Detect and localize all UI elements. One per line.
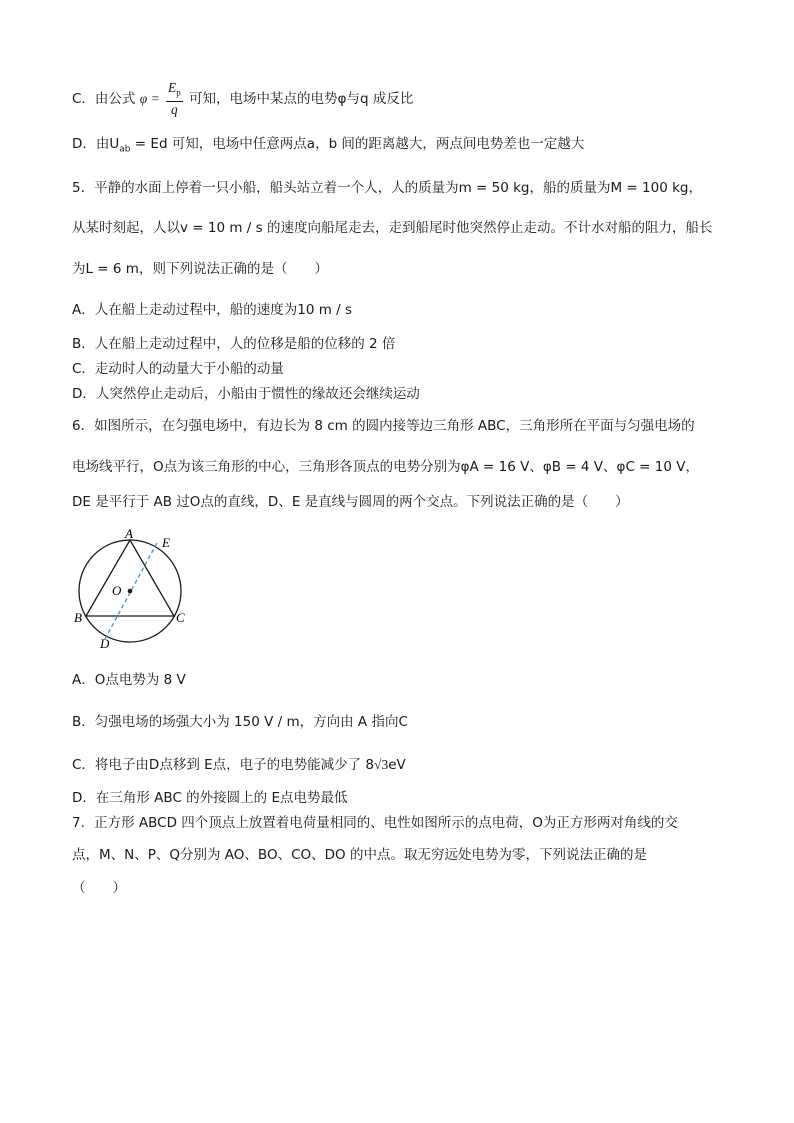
- label-e: E: [162, 535, 170, 550]
- q7-stem-line1: 7．正方形 ABCD 四个顶点上放置着电荷量相同的、电性如图所示的点电荷，O为正方形两对角线的交: [72, 815, 678, 831]
- q4-c-frac-sub: p: [176, 87, 181, 98]
- q4-c-prefix: C．由公式: [72, 90, 136, 107]
- q4-c-frac-den: q: [171, 101, 178, 117]
- q4-d-sub: ab: [119, 144, 131, 155]
- q5-option-d: D．人突然停止走动后，小船由于惯性的缘故还会继续运动: [72, 386, 420, 402]
- label-b: B: [74, 610, 82, 625]
- q6-option-b: B．匀强电场的场强大小为 150 V / m，方向由 A 指向C: [72, 714, 408, 730]
- q4-d-prefix: D．由U: [72, 136, 120, 152]
- q4-c-lhs: φ =: [139, 90, 160, 106]
- q4-option-c: [72, 80, 413, 118]
- q6-option-a: A．O点电势为 8 V: [72, 672, 186, 688]
- q4-c-suffix: 可知，电场中某点的电势φ与q 成反比: [189, 90, 414, 107]
- q6-c-prefix: C．将电子由D点移到 E点，电子的电势能减少了 8: [72, 757, 375, 773]
- q5-option-b: B．人在船上走动过程中，人的位移是船的位移的 2 倍: [72, 336, 396, 352]
- q6-c-suffix: eV: [388, 757, 406, 773]
- q6-stem-line2: 电场线平行，O点为该三角形的中心，三角形各顶点的电势分别为φA = 16 V、φB = 4 V、φC = 10 V，: [72, 459, 699, 475]
- center-point: [128, 589, 133, 594]
- q5-option-c: C．走动时人的动量大于小船的动量: [72, 361, 284, 377]
- q5-stem-line2: 从某时刻起，人以v = 10 m / s 的速度向船尾走去，走到船尾时他突然停止走动。不计水对船的阻力，船长: [72, 220, 713, 236]
- q7-stem-line3: （ ）: [72, 880, 126, 896]
- label-a: A: [125, 526, 133, 541]
- triangle-abc: [86, 540, 174, 616]
- q6-option-c: [72, 755, 406, 775]
- q6-c-sqrt: √3: [374, 757, 389, 772]
- q5-stem-line1: 5．平静的水面上停着一只小船，船头站立着一个人，人的质量为m = 50 kg，船的质量为M = 100 kg，: [72, 180, 702, 196]
- label-c: C: [176, 610, 185, 625]
- q6-stem-line1: 6．如图所示，在匀强电场中，有边长为 8 cm 的圆内接等边三角形 ABC，三角形所在平面与匀强电场的: [72, 418, 695, 434]
- q6-option-d: D．在三角形 ABC 的外接圆上的 E点电势最低: [72, 790, 348, 806]
- q6-stem-line3: DE 是平行于 AB 过O点的直线，D、E 是直线与圆周的两个交点。下列说法正确的是（ ）: [72, 494, 629, 510]
- q6-figure: [72, 526, 202, 650]
- q5-stem-line3: 为L = 6 m，则下列说法正确的是（ ）: [72, 261, 328, 277]
- q4-c-fraction: [166, 80, 183, 118]
- q5-option-a: A．人在船上走动过程中，船的速度为10 m / s: [72, 302, 353, 318]
- q4-c-frac-num: E: [168, 80, 177, 95]
- label-d: D: [100, 636, 110, 650]
- label-o: O: [112, 583, 122, 598]
- q4-d-rest: = Ed 可知，电场中任意两点a，b 间的距离越大，两点间电势差也一定越大: [130, 136, 585, 152]
- q7-stem-line2: 点，M、N、P、Q分别为 AO、BO、CO、DO 的中点。取无穷远处电势为零，下列说法正确的是: [72, 847, 647, 863]
- q4-option-d: [72, 134, 584, 160]
